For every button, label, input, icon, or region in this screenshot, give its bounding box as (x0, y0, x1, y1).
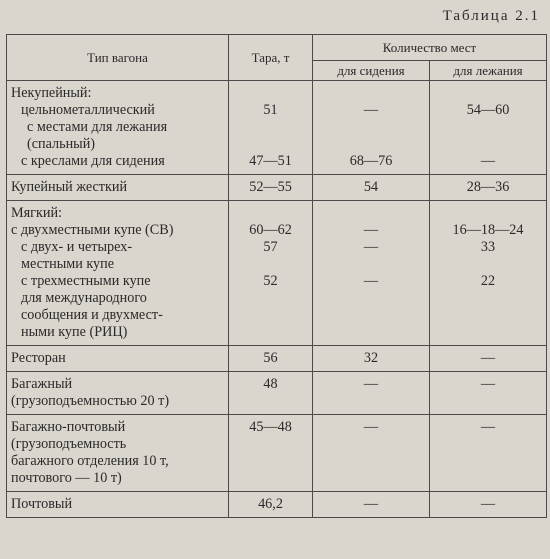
cell-type (7, 201, 229, 346)
cell-value (313, 85, 429, 102)
cell-value (313, 324, 429, 341)
table-row (7, 346, 547, 372)
cell-type (7, 346, 229, 372)
cell-value (229, 290, 312, 307)
cell-tara (229, 346, 313, 372)
cell-value (313, 136, 429, 153)
cell-value (313, 436, 429, 453)
cell-tara (229, 201, 313, 346)
cell-type-line: цельнометаллический (21, 102, 155, 118)
cell-type-line: сообщения и двухмест- (21, 307, 163, 323)
cell-value (229, 453, 312, 470)
table-row (7, 175, 547, 201)
cell-value: 22 (480, 273, 496, 289)
cell-bed (430, 81, 547, 175)
cell-seat (313, 201, 430, 346)
cell-value: 54—60 (466, 102, 510, 118)
table-caption: Таблица 2.1 (442, 8, 540, 24)
cell-type (7, 415, 229, 492)
header-places: Количество мест (313, 35, 547, 61)
cell-value: 47—51 (249, 153, 292, 169)
header-type: Тип вагона (7, 35, 229, 81)
cell-value: 52—55 (249, 179, 292, 195)
table-row (7, 492, 547, 518)
cell-value (229, 470, 312, 487)
cell-bed (430, 372, 547, 415)
cell-value (313, 453, 429, 470)
cell-value: 45—48 (249, 419, 292, 435)
cell-type-line: Купейный жесткий (11, 179, 128, 195)
cell-seat (313, 492, 430, 518)
cell-value (229, 256, 312, 273)
header-bed: для лежания (430, 61, 547, 81)
cell-type-line: Почтовый (11, 496, 73, 512)
cell-tara (229, 415, 313, 492)
cell-type-line: багажного отделения 10 т, (11, 453, 169, 469)
cell-value: — (480, 419, 496, 435)
cell-type-line: (грузоподъемностью 20 т) (11, 393, 170, 409)
cell-value (229, 324, 312, 341)
cell-type-line: с местами для лежания (27, 119, 168, 135)
table-row (7, 415, 547, 492)
cell-value (229, 436, 312, 453)
cell-seat (313, 415, 430, 492)
cell-value (229, 307, 312, 324)
table-body (7, 81, 547, 518)
cell-value (430, 393, 546, 410)
cell-type-line: с трехместными купе (21, 273, 151, 289)
cell-value (313, 290, 429, 307)
cell-value: — (363, 419, 379, 435)
table-row (7, 81, 547, 175)
cell-seat (313, 346, 430, 372)
header-tara: Тара, т (229, 35, 313, 81)
cell-type (7, 81, 229, 175)
cell-value: 46,2 (258, 496, 283, 512)
cell-value: 57 (263, 239, 278, 255)
cell-value: 48 (263, 376, 278, 392)
cell-value (430, 453, 546, 470)
cell-type (7, 372, 229, 415)
table-row (7, 372, 547, 415)
cell-value (229, 205, 312, 222)
cell-value (430, 119, 546, 136)
cell-type-line: с креслами для сидения (21, 153, 165, 169)
cell-value (430, 307, 546, 324)
cell-value (313, 205, 429, 222)
cell-bed (430, 415, 547, 492)
cell-value (229, 85, 312, 102)
cell-bed (430, 346, 547, 372)
cell-value: 52 (263, 273, 278, 289)
cell-value: 56 (263, 350, 278, 366)
cell-value: — (480, 496, 496, 512)
cell-value: 28—36 (466, 179, 510, 195)
cell-value: 68—76 (349, 153, 393, 169)
cell-value: — (363, 102, 379, 118)
cell-value (313, 256, 429, 273)
cell-type-line: Некупейный: (11, 85, 92, 101)
cell-type-line: с двух- и четырех- (21, 239, 133, 255)
cell-seat (313, 372, 430, 415)
cell-type-line: Багажный (11, 376, 73, 392)
cell-value: — (363, 222, 379, 238)
header-seat: для сидения (313, 61, 430, 81)
cell-value: — (480, 376, 496, 392)
cell-type-line: Ресторан (11, 350, 66, 366)
cell-tara (229, 175, 313, 201)
cell-type (7, 175, 229, 201)
cell-value (313, 393, 429, 410)
cell-tara (229, 81, 313, 175)
cell-value (430, 205, 546, 222)
cell-value (430, 324, 546, 341)
cell-value (430, 290, 546, 307)
cell-value: — (363, 273, 379, 289)
cell-value (229, 119, 312, 136)
cell-tara (229, 492, 313, 518)
cell-value: — (480, 350, 496, 366)
cell-type-line: почтового — 10 т) (11, 470, 122, 486)
cell-value: 33 (480, 239, 496, 255)
cell-value (430, 436, 546, 453)
cell-type-line: для международного (21, 290, 147, 306)
cell-tara (229, 372, 313, 415)
cell-type-line: Мягкий: (11, 205, 62, 221)
cell-value: 54 (363, 179, 379, 195)
cell-value (313, 470, 429, 487)
cell-value: 60—62 (249, 222, 292, 238)
cell-value (313, 307, 429, 324)
cell-value: 32 (363, 350, 379, 366)
cell-value (430, 136, 546, 153)
cell-value (430, 85, 546, 102)
cell-value (430, 256, 546, 273)
cell-value: — (363, 376, 379, 392)
cell-bed (430, 201, 547, 346)
cell-value: — (480, 153, 496, 169)
cell-seat (313, 81, 430, 175)
cell-seat (313, 175, 430, 201)
cell-type (7, 492, 229, 518)
cell-value: — (363, 239, 379, 255)
cell-value: 51 (263, 102, 278, 118)
wagon-table (6, 34, 547, 518)
cell-value (229, 393, 312, 410)
cell-bed (430, 492, 547, 518)
cell-type-line: местными купе (21, 256, 115, 272)
cell-value: 16—18—24 (452, 222, 524, 238)
cell-type-line: с двухместными купе (СВ) (11, 222, 174, 238)
cell-type-line: (спальный) (27, 136, 96, 152)
cell-value (430, 470, 546, 487)
cell-type-line: Багажно-почтовый (11, 419, 126, 435)
cell-type-line: (грузоподъемность (11, 436, 127, 452)
cell-bed (430, 175, 547, 201)
table-row (7, 201, 547, 346)
cell-value (229, 136, 312, 153)
cell-value: — (363, 496, 379, 512)
cell-type-line: ными купе (РИЦ) (21, 324, 128, 340)
cell-value (313, 119, 429, 136)
